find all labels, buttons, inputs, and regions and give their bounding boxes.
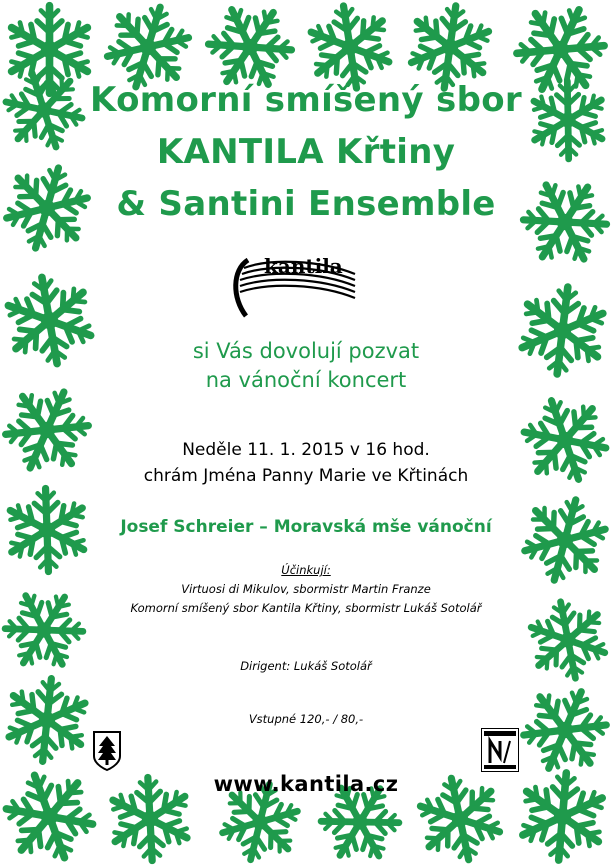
performers-heading: Účinkují:: [281, 563, 331, 577]
admission: Vstupné 120,- / 80,-: [248, 712, 364, 726]
kantila-logo-text: kantila: [264, 254, 343, 278]
title-line-3: & Santini Ensemble: [116, 184, 496, 224]
kantila-logo: [230, 250, 360, 318]
invite-line-2: na vánoční koncert: [205, 368, 407, 392]
radio-station-logo: [481, 728, 519, 772]
title-line-1: Komorní smíšený sbor: [90, 80, 522, 120]
invitation: [0, 337, 612, 395]
conductor: Dirigent: Lukáš Sotolář: [240, 659, 372, 673]
event-date: Neděle 11. 1. 2015 v 16 hod.: [182, 440, 430, 460]
performers-line-1: Virtuosi di Mikulov, sbormistr Martin Franze: [181, 582, 431, 596]
concert-title: [0, 74, 612, 230]
snowflake-icon: [518, 683, 612, 777]
program-piece: Josef Schreier – Moravská mše vánoční: [120, 517, 492, 537]
website-link[interactable]: www.kantila.cz: [213, 772, 399, 796]
event-place: chrám Jména Panny Marie ve Křtinách: [143, 466, 469, 486]
municipal-crest-logo: [92, 730, 122, 772]
performers: [0, 561, 612, 618]
performers-line-2: Komorní smíšený sbor Kantila Křtiny, sbormistr Lukáš Sotolář: [130, 601, 482, 615]
event-info: [0, 437, 612, 489]
title-line-2: KANTILA Křtiny: [156, 132, 456, 172]
invite-line-1: si Vás dovolují pozvat: [192, 339, 420, 363]
